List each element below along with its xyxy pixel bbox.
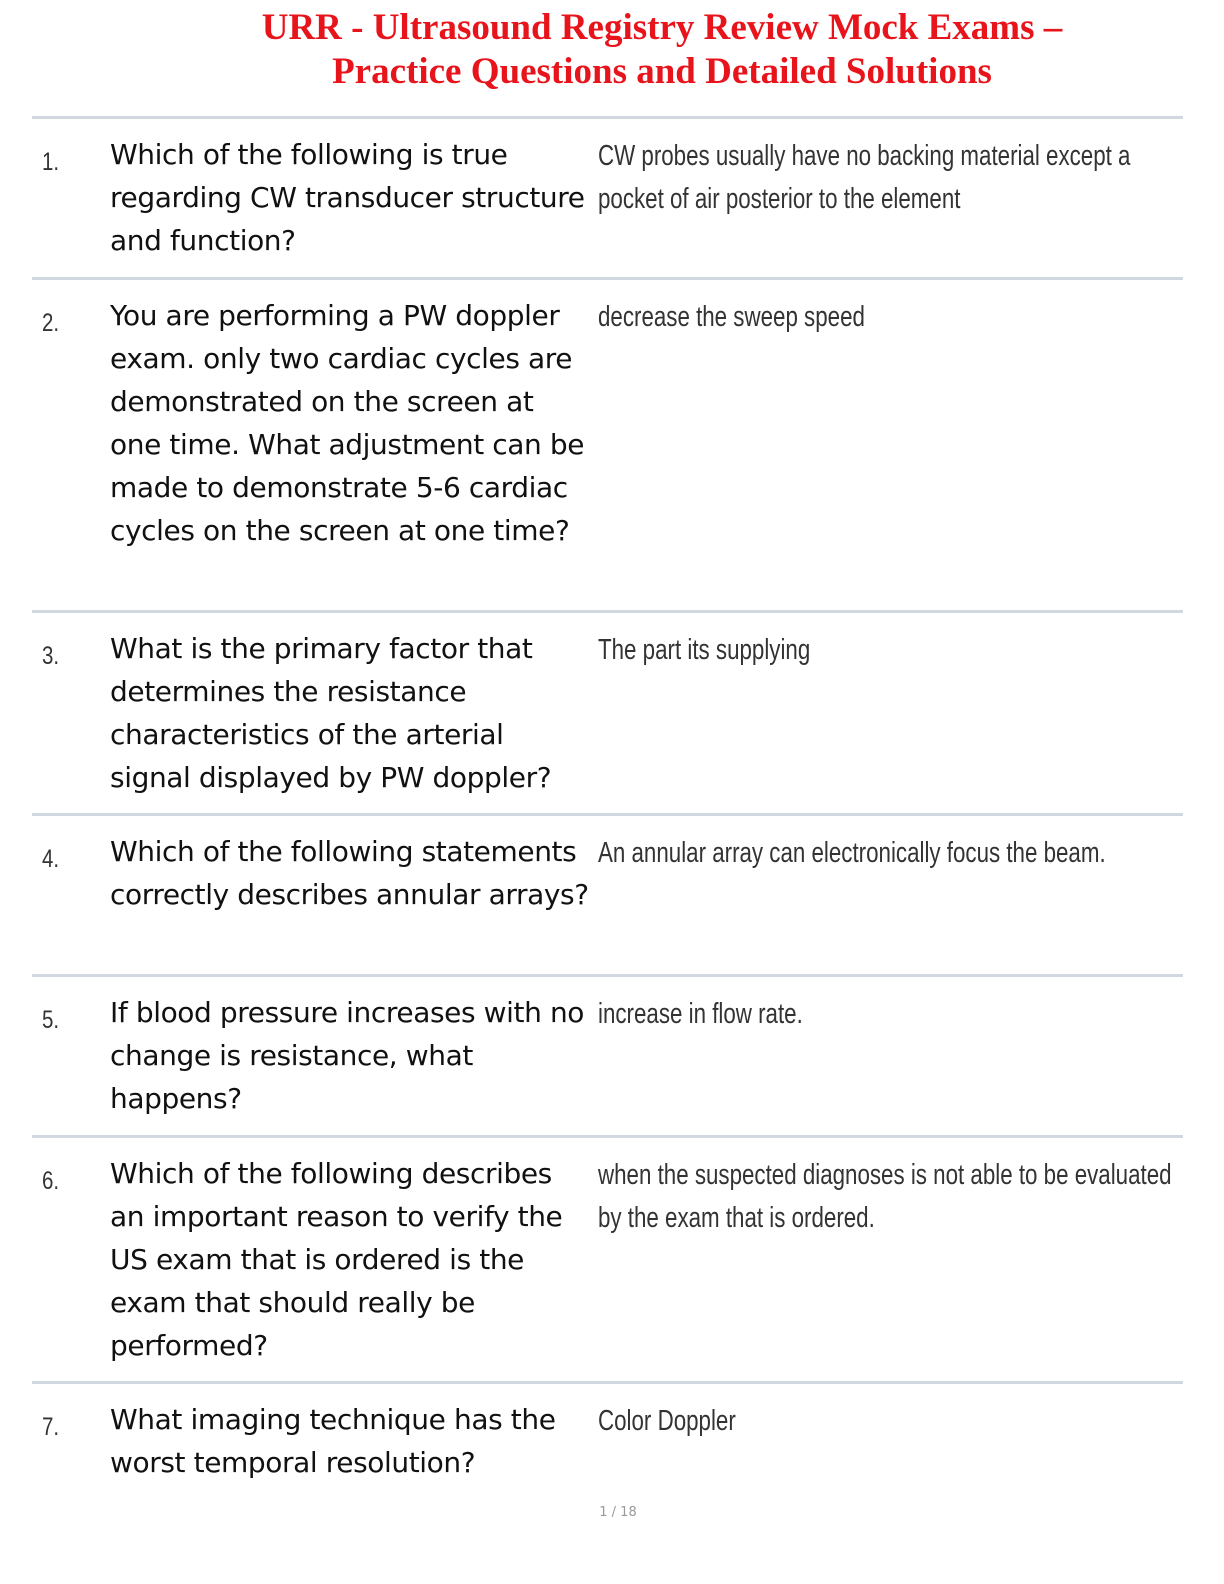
- answer-line: increase in flow rate.: [598, 998, 803, 1030]
- qa-row-5: [32, 977, 1183, 1135]
- answer-text: [598, 296, 1048, 339]
- answer-line: Color Doppler: [598, 1405, 736, 1437]
- question-number: 7.: [42, 1413, 60, 1441]
- qa-row-3: [32, 613, 1183, 813]
- answer-text: [598, 832, 1106, 875]
- qa-row-4: [32, 816, 1183, 974]
- page-indicator: 1 / 18: [599, 1505, 637, 1520]
- answer-text: [598, 1400, 1048, 1443]
- qa-row-7: [32, 1384, 1183, 1494]
- question-text: What is the primary factor that determines the resistance characteristics of the arterial signal displayed by PW doppler?: [110, 632, 552, 794]
- question-text: Which of the following is true regarding CW transducer structure and function?: [110, 138, 585, 257]
- answer-line: by the exam that is ordered.: [598, 1202, 875, 1234]
- question-text: What imaging technique has the worst temporal resolution?: [110, 1403, 556, 1479]
- question-text: Which of the following describes an important reason to verify the US exam that is ordered is the exam that should really be performed?: [110, 1157, 563, 1362]
- answer-text: [598, 993, 1048, 1036]
- answer-text: [598, 1154, 1172, 1240]
- answer-line: when the suspected diagnoses is not able to be evaluated: [598, 1159, 1172, 1191]
- question-number: 6.: [42, 1167, 60, 1195]
- answer-line: CW probes usually have no backing material except a: [598, 140, 1131, 172]
- question-text: You are performing a PW doppler exam. only two cardiac cycles are demonstrated on the screen at one time. What adjustment can be made to demonstrate 5-6 cardiac cycles on the screen at one time?: [110, 299, 585, 547]
- answer-line: decrease the sweep speed: [598, 301, 865, 333]
- question-number: 3.: [42, 642, 60, 670]
- title-line-2: Practice Questions and Detailed Solutions: [332, 51, 992, 92]
- question-answer-list: [32, 116, 1183, 1494]
- question-text: Which of the following statements correctly describes annular arrays?: [110, 835, 589, 911]
- question-number: 2.: [42, 309, 60, 337]
- question-number: 5.: [42, 1006, 60, 1034]
- question-text: If blood pressure increases with no change is resistance, what happens?: [110, 996, 585, 1115]
- answer-text: [598, 629, 1048, 672]
- question-number: 4.: [42, 845, 60, 873]
- qa-row-1: [32, 119, 1183, 277]
- answer-text: [598, 135, 1131, 221]
- answer-line: The part its supplying: [598, 634, 811, 666]
- qa-row-6: [32, 1138, 1183, 1381]
- qa-row-2: [32, 280, 1183, 610]
- answer-line: An annular array can electronically focus the beam.: [598, 837, 1106, 869]
- document-title: [0, 6, 1224, 94]
- answer-line: pocket of air posterior to the element: [598, 183, 961, 215]
- title-line-1: URR - Ultrasound Registry Review Mock Exams –: [261, 7, 1063, 48]
- question-number: 1.: [42, 148, 60, 176]
